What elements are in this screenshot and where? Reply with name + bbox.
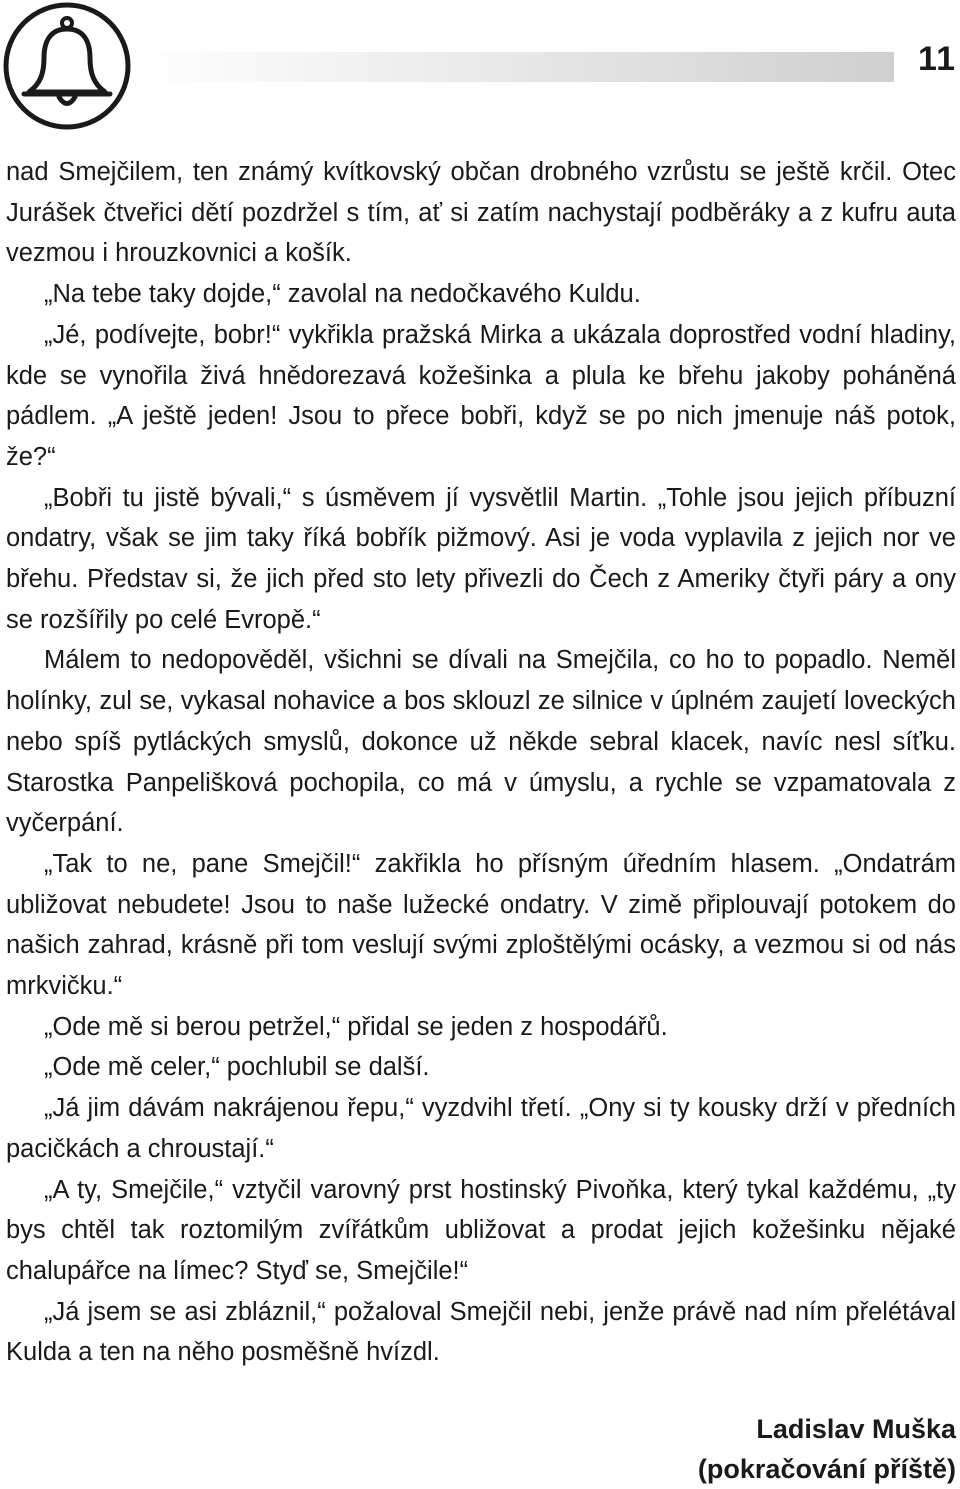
paragraph: „Já jsem se asi zbláznil,“ požaloval Smejčil nebi, jenže právě nad ním přelétával Kulda a ten na něho posměšně hvízdl.	[6, 1297, 956, 1367]
paragraph: „Jé, podívejte, bobr!“ vykřikla pražská Mirka a ukázala doprostřed vodní hladiny, kde se vynořila živá hnědorezavá kožešinka a plula ke břehu jakoby poháněná pádlem. „A ještě jeden! Jsou to přece bobři, když se po nich jmenuje náš potok, že?“	[6, 320, 956, 471]
page-number: 11	[918, 40, 956, 78]
author-name: Ladislav Muška	[756, 1414, 956, 1444]
paragraph: „Tak to ne, pane Smejčil!“ zakřikla ho přísným úředním hlasem. „Ondatrám ubližovat nebudete! Jsou to naše lužecké ondatry. V zimě připlouvají potokem do našich zahrad, krásně při tom veslují svými zploštělými ocásky, a vezmou si od nás mrkvičku.“	[6, 849, 956, 1001]
page-header	[0, 0, 960, 140]
paragraph: „Na tebe taky dojde,“ zavolal na nedočkavého Kuldu.	[44, 280, 641, 309]
paragraph: „Ode mě si berou petržel,“ přidal se jeden z hospodářů.	[44, 1012, 668, 1041]
paragraph: nad Smejčilem, ten známý kvítkovský občan drobného vzrůstu se ještě krčil. Otec Jurášek čtveřici dětí pozdržel s tím, ať si zatím nachystají podběráky a z kufru auta vezmou i hrouzkovnici a košík.	[6, 158, 956, 268]
header-gradient-bar	[134, 52, 894, 82]
paragraph: „A ty, Smejčile,“ vztyčil varovný prst hostinský Pivoňka, který tykal každému, „ty bys chtěl tak roztomilým zvířátkům ubližovat a prodat jejich kožešinku nějaké chalupářce na límec? Styď se, Smejčile!“	[6, 1175, 956, 1285]
article-body	[6, 152, 956, 1373]
bell-icon	[2, 2, 132, 130]
paragraph: Málem to nedopověděl, všichni se dívali na Smejčila, co ho to popadlo. Neměl holínky, zul se, vykasal nohavice a bos sklouzl ze silnice v úplném zaujetí loveckých nebo spíš pytláckých smyslů, dokonce už někde sebral klacek, navíc nesl síťku. Starostka Panpelišková pochopila, co má v úmyslu, a rychle se vzpamatovala z vyčerpání.	[6, 646, 956, 838]
paragraph: „Bobři tu jistě bývali,“ s úsměvem jí vysvětlil Martin. „Tohle jsou jejich příbuzní ondatry, však se jim taky říká bobřík pižmový. Asi je voda vyplavila z jejich nor ve břehu. Představ si, že jich před sto lety přivezli do Čech z Ameriky čtyři páry a ony se rozšířily po celé Evropě.“	[6, 483, 956, 634]
signature-block	[698, 1409, 956, 1489]
paragraph: „Ode mě celer,“ pochlubil se další.	[44, 1053, 430, 1082]
continuation-note: (pokračování příště)	[697, 1454, 956, 1484]
paragraph: „Já jim dávám nakrájenou řepu,“ vyzdvihl třetí. „Ony si ty kousky drží v předních pacičkách a chroustají.“	[6, 1094, 956, 1163]
